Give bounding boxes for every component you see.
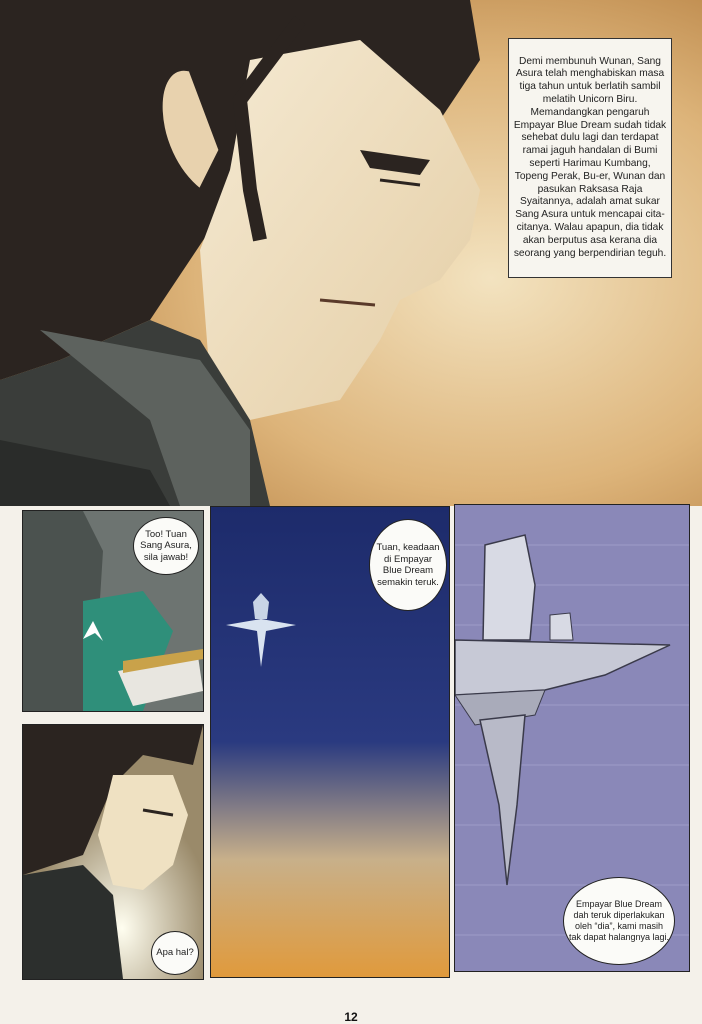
- speech-bubble-empayar: Empayar Blue Dream dah teruk diperlakukan oleh “dia”, kami masih tak dapat halangnya lagi.: [563, 877, 675, 965]
- narration-caption: [508, 38, 672, 278]
- panel-asura-portrait: [22, 724, 204, 980]
- panel-armored-figure: [22, 510, 204, 712]
- speech-bubble-tuan: Tuan, keadaan di Empayar Blue Dream semakin teruk.: [369, 519, 447, 611]
- panel-floating-city: [454, 504, 690, 972]
- speech-bubble-apa-hal: Apa hal?: [151, 931, 199, 975]
- page-number: 12: [344, 1010, 358, 1024]
- panel-asura-profile: [0, 0, 702, 506]
- panel-night-sky: [210, 506, 450, 978]
- narration-text: Demi membunuh Wunan, Sang Asura telah menghabiskan masa tiga tahun untuk berlatih sambil melatih Unicorn Biru. Memandangkan pengaruh Empayar Blue Dream sudah tidak sehebat dulu lagi dan terdapat ramai jaguh handalan di Bumi seperti Harimau Kumbang, Topeng Perak, Bu-er, Wunan dan pasukan Raksasa Raja Syaitannya, adalah amat sukar Sang Asura untuk mencapai cita-citanya. Walau apapun, dia tidak akan berputus asa kerana dia seorang yang berpendirian teguh.: [513, 55, 667, 259]
- speech-bubble-too: Too! Tuan Sang Asura, sila jawab!: [133, 517, 199, 575]
